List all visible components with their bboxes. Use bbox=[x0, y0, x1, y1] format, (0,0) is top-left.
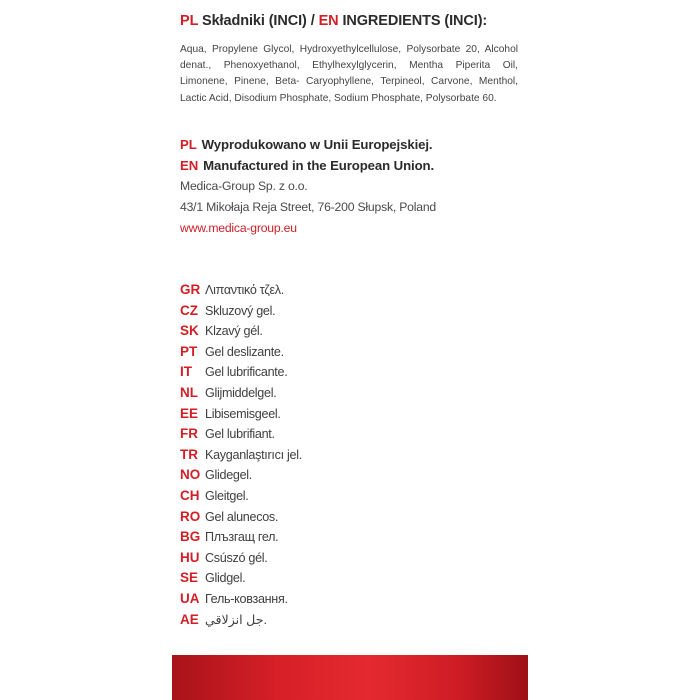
lang-code: NL bbox=[180, 384, 198, 400]
made-in-eu-en bbox=[180, 155, 525, 176]
manufacturer-block bbox=[180, 134, 525, 239]
lang-text: Gel alunecos. bbox=[205, 509, 279, 524]
bottom-red-band bbox=[172, 655, 528, 700]
lang-row-ee bbox=[180, 404, 480, 425]
lang-text: Λιπαντικό τζελ. bbox=[205, 283, 284, 297]
lang-row-fr bbox=[180, 424, 480, 445]
ingredients-heading bbox=[180, 13, 487, 29]
company-address: 43/1 Mikołaja Reja Street, 76-200 Słupsk, Poland bbox=[180, 200, 436, 214]
lang-code: HU bbox=[180, 549, 200, 565]
lang-code: NO bbox=[180, 467, 201, 483]
made-in-eu-pl-code: PL bbox=[180, 137, 197, 152]
lang-row-ae bbox=[180, 610, 480, 631]
company-website: www.medica-group.eu bbox=[180, 221, 297, 235]
lang-text: جل انزلاقي. bbox=[205, 612, 267, 627]
lang-code: AE bbox=[180, 611, 199, 627]
made-in-eu-en-text: Manufactured in the European Union. bbox=[203, 158, 435, 173]
lang-code: GR bbox=[180, 282, 201, 297]
lang-row-ro bbox=[180, 507, 480, 528]
made-in-eu-pl-text: Wyprodukowano w Unii Europejskiej. bbox=[201, 137, 433, 152]
heading-pl-code: PL bbox=[180, 13, 199, 29]
lang-text: Гель-ковзання. bbox=[205, 591, 288, 606]
lang-text: Glidgel. bbox=[205, 571, 246, 586]
lang-row-nl bbox=[180, 383, 480, 404]
lang-row-se bbox=[180, 568, 480, 589]
made-in-eu-en-code: EN bbox=[180, 158, 199, 173]
lang-row-hu bbox=[180, 548, 480, 569]
lang-row-gr bbox=[180, 280, 480, 301]
lang-text: Glijmiddelgel. bbox=[205, 385, 277, 400]
lang-text: Gel lubrificante. bbox=[205, 365, 288, 380]
language-list bbox=[180, 280, 480, 630]
lang-code: UA bbox=[180, 590, 200, 606]
lang-code: RO bbox=[180, 508, 201, 524]
lang-text: Libisemisgeel. bbox=[205, 406, 281, 421]
lang-row-pt bbox=[180, 342, 480, 363]
lang-code: CH bbox=[180, 487, 200, 503]
lang-row-ua bbox=[180, 589, 480, 610]
lang-row-it bbox=[180, 362, 480, 383]
lang-text: Плъзгащ гел. bbox=[205, 530, 279, 545]
lang-text: Skluzový gel. bbox=[205, 303, 276, 318]
heading-separator: / bbox=[306, 13, 319, 29]
made-in-eu-pl bbox=[180, 134, 525, 155]
lang-row-sk bbox=[180, 321, 480, 342]
lang-code: SK bbox=[180, 323, 199, 339]
company-name: Medica-Group Sp. z o.o. bbox=[180, 179, 308, 193]
lang-code: EE bbox=[180, 405, 199, 421]
lang-text: Klzavý gél. bbox=[205, 324, 263, 339]
lang-code: FR bbox=[180, 426, 198, 442]
lang-row-cz bbox=[180, 301, 480, 322]
lang-text: Gleitgel. bbox=[205, 488, 249, 503]
lang-code: BG bbox=[180, 529, 201, 545]
lang-code: PT bbox=[180, 343, 198, 359]
heading-en-code: EN bbox=[318, 13, 339, 29]
lang-row-ch bbox=[180, 486, 480, 507]
lang-code: SE bbox=[180, 570, 199, 586]
lang-code: IT bbox=[180, 364, 192, 380]
lang-text: Csúszó gél. bbox=[205, 550, 268, 565]
lang-row-no bbox=[180, 465, 480, 486]
lang-code: CZ bbox=[180, 302, 198, 318]
heading-en-text: INGREDIENTS (INCI): bbox=[342, 13, 488, 29]
lang-text: Gel deslizante. bbox=[205, 344, 284, 359]
lang-code: TR bbox=[180, 446, 198, 462]
lang-row-tr bbox=[180, 445, 480, 466]
lang-row-bg bbox=[180, 527, 480, 548]
heading-pl-text: Składniki (INCI) bbox=[202, 13, 307, 29]
lang-text: Kayganlaştırıcı jel. bbox=[205, 447, 302, 462]
ingredients-list: Aqua, Propylene Glycol, Hydroxyethylcellulose, Polysorbate 20, Alcohol denat., Phenoxyethanol, Ethylhexylglycerin, Mentha Piperita Oil, Limonene, Pinene, Beta- Caryophyllene, Terpineol, Carvone, Menthol, Lactic Acid, Disodium Phosphate, Sodium Phosphate, Polysorbate 60. bbox=[180, 44, 518, 104]
lang-text: Gel lubrifiant. bbox=[205, 427, 275, 442]
lang-text: Glidegel. bbox=[205, 468, 253, 483]
